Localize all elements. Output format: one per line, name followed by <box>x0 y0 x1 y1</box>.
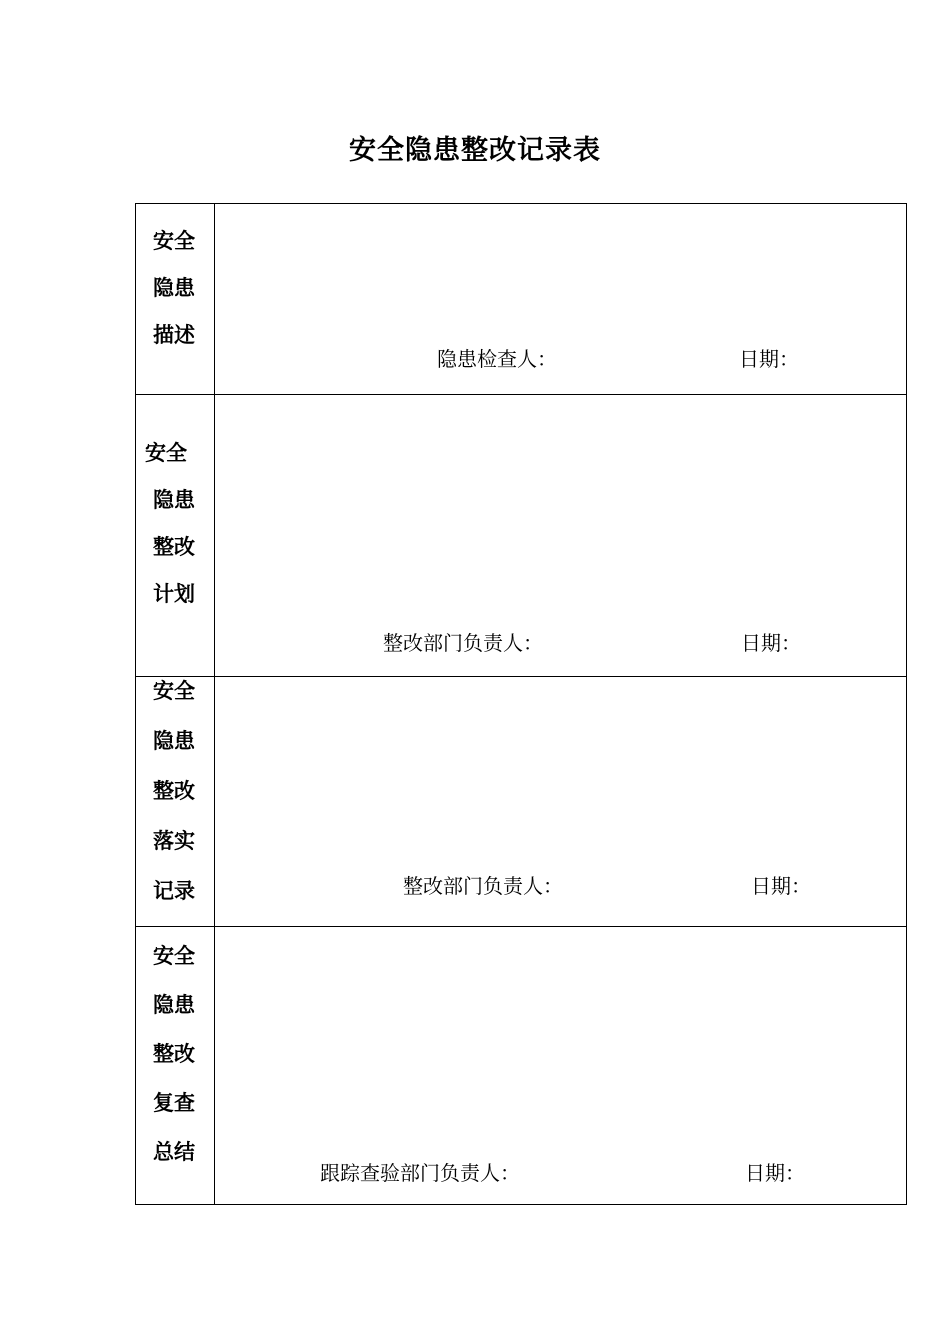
department-head-label: 整改部门负责人： <box>403 874 563 898</box>
date-label: 日期： <box>751 874 811 898</box>
inspector-label: 隐患检查人： <box>437 347 557 371</box>
rectification-record-table <box>135 203 907 1205</box>
row-rectification-plan <box>136 395 907 677</box>
date-label: 日期： <box>741 631 801 655</box>
row-label-cell <box>136 927 215 1205</box>
label-line: 安全 <box>145 440 187 465</box>
label-line: 隐患 <box>153 728 195 753</box>
row-hazard-description <box>136 204 907 395</box>
row-label-cell <box>136 677 215 927</box>
label-line: 记录 <box>153 878 195 903</box>
label-line: 整改 <box>153 1041 195 1066</box>
hazard-description-field[interactable] <box>215 204 907 395</box>
row-label <box>153 230 195 345</box>
label-line: 安全 <box>153 228 195 253</box>
date-label: 日期： <box>745 1161 805 1185</box>
label-line: 总结 <box>153 1139 195 1164</box>
row-review-summary <box>136 927 907 1205</box>
label-line: 安全 <box>153 943 195 968</box>
row-label <box>153 945 195 1162</box>
row-label <box>145 442 195 604</box>
department-head-label: 整改部门负责人： <box>383 631 543 655</box>
label-line: 安全 <box>153 678 195 703</box>
label-line: 落实 <box>153 828 195 853</box>
label-line: 隐患 <box>153 487 195 512</box>
row-label-cell <box>136 204 215 395</box>
label-line: 隐患 <box>153 275 195 300</box>
row-implementation-record <box>136 677 907 927</box>
label-line: 隐患 <box>153 992 195 1017</box>
implementation-record-field[interactable] <box>215 677 907 927</box>
date-label: 日期： <box>739 347 799 371</box>
review-summary-field[interactable] <box>215 927 907 1205</box>
label-line: 复查 <box>153 1090 195 1115</box>
row-label-cell <box>136 395 215 677</box>
rectification-plan-field[interactable] <box>215 395 907 677</box>
label-line: 整改 <box>153 778 195 803</box>
form-title: 安全隐患整改记录表 <box>349 135 601 166</box>
label-line: 计划 <box>153 581 195 606</box>
row-label <box>153 680 195 901</box>
label-line: 描述 <box>153 322 195 347</box>
tracking-department-head-label: 跟踪查验部门负责人： <box>320 1161 520 1185</box>
label-line: 整改 <box>153 534 195 559</box>
